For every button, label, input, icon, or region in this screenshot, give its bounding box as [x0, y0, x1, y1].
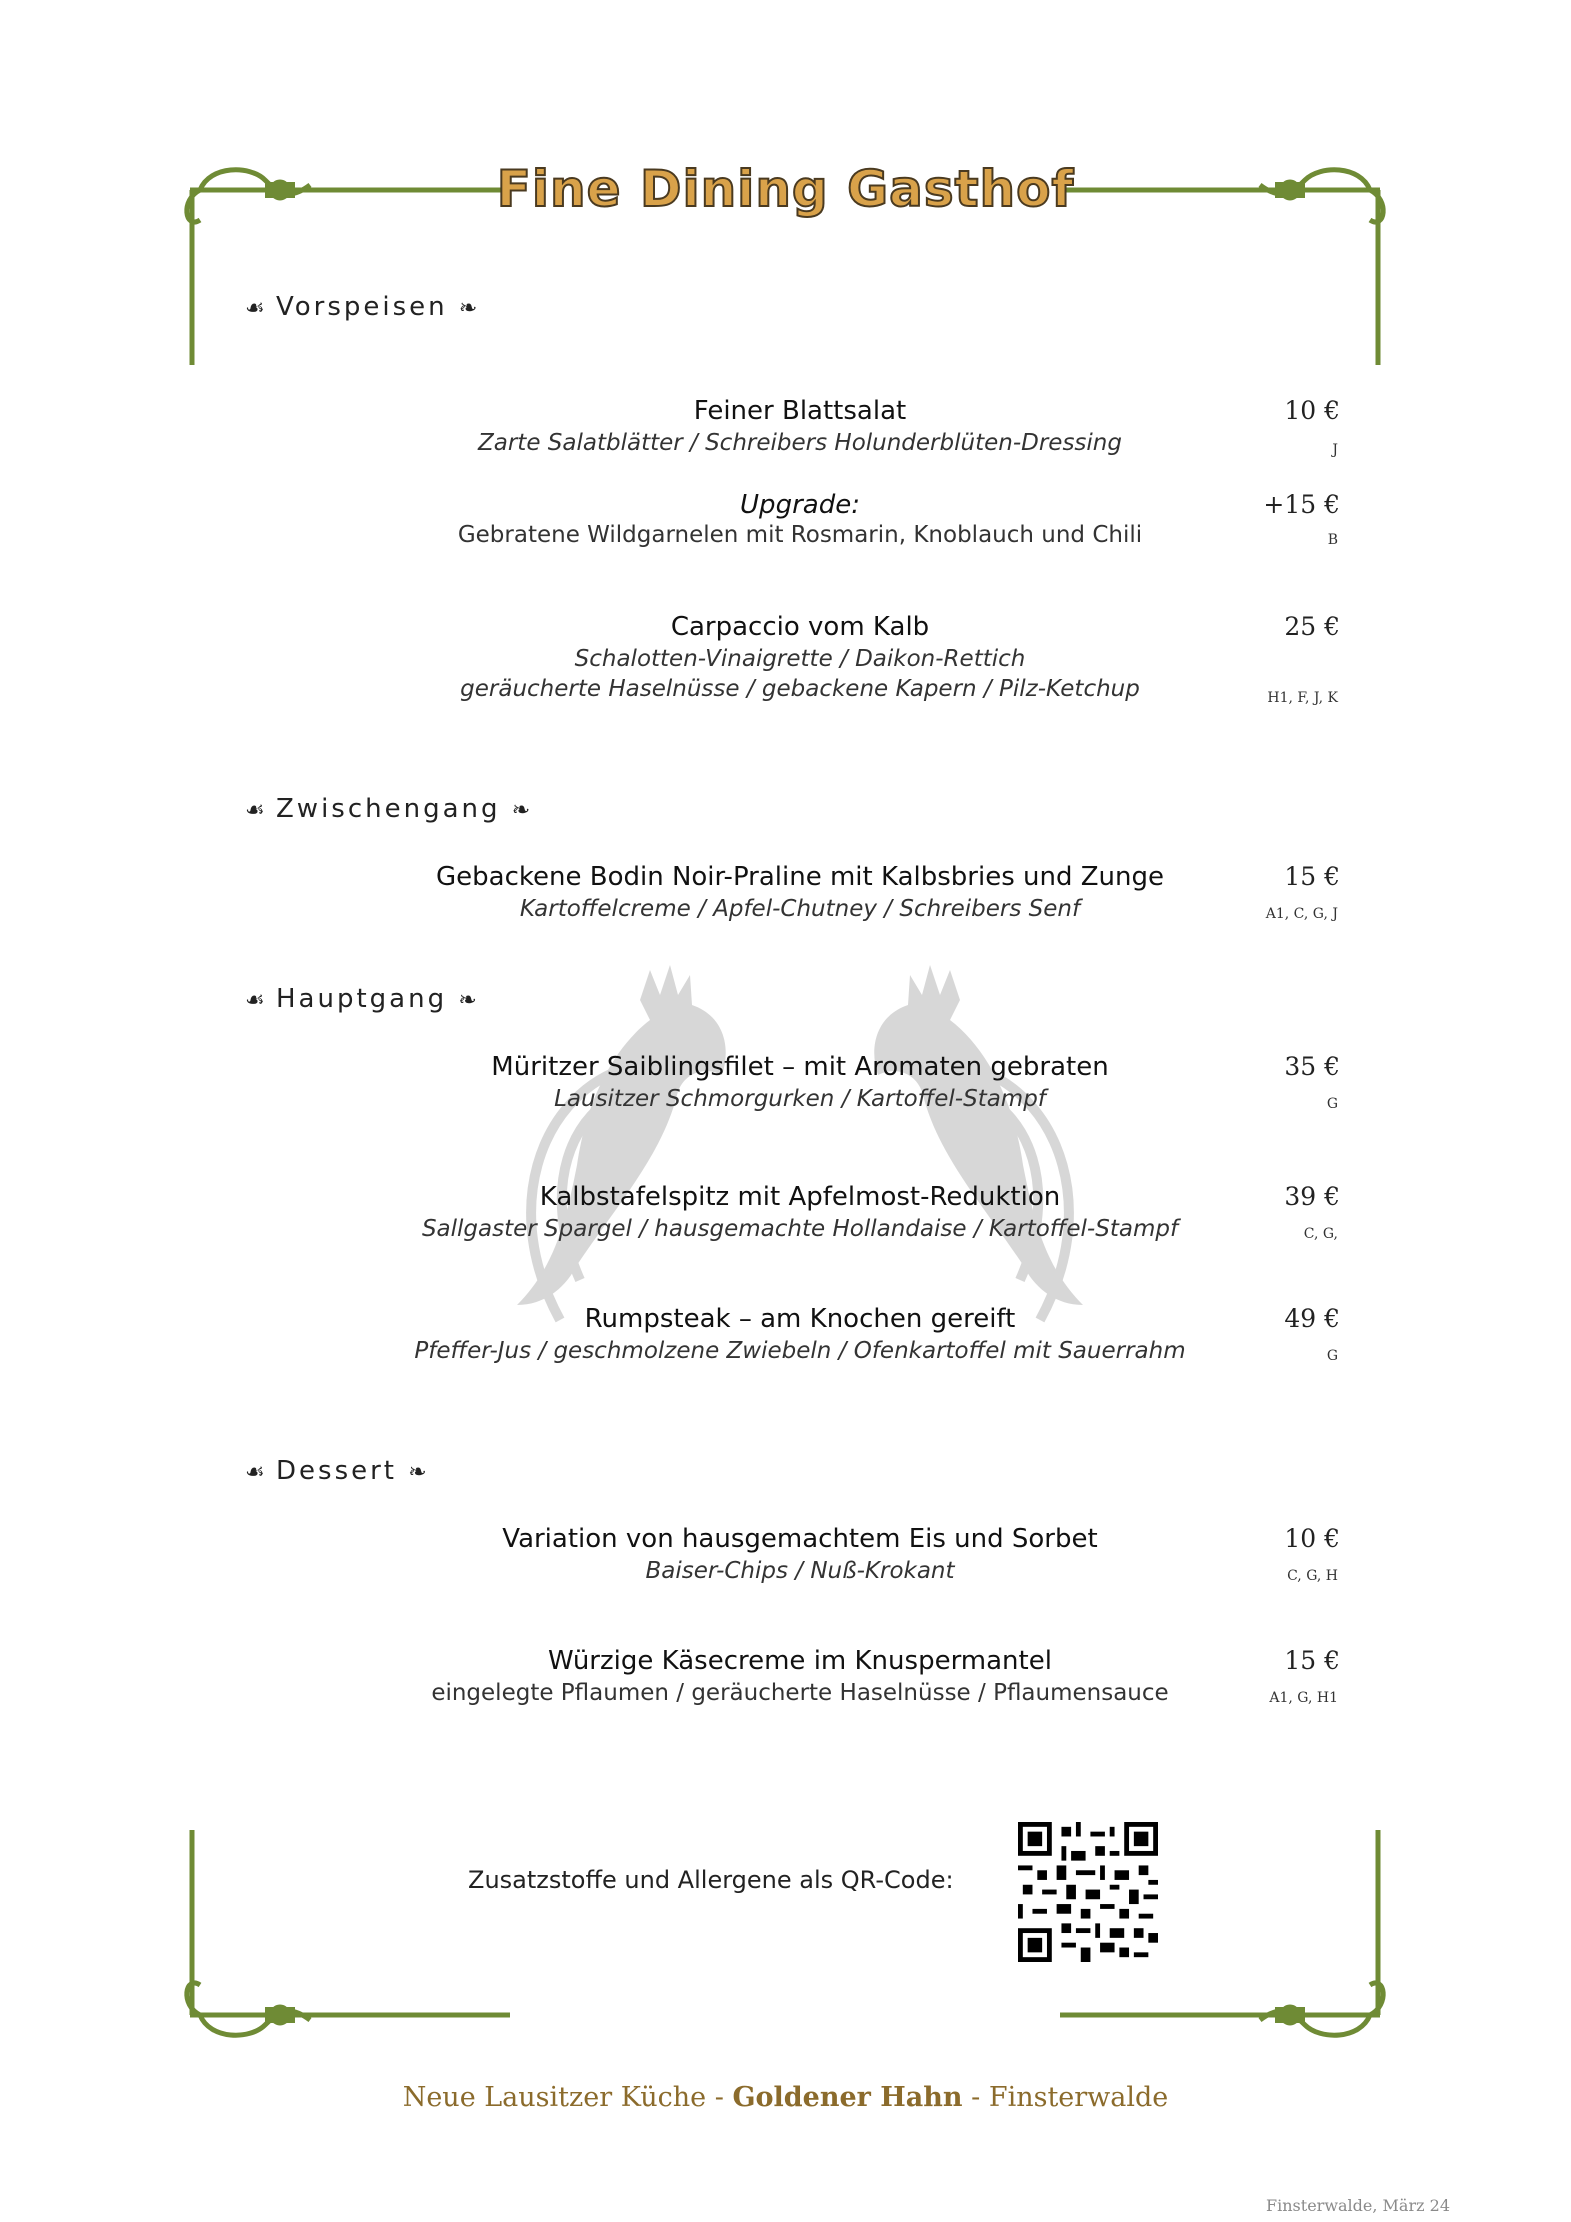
- item-allergens: A1, G, H1: [1269, 1690, 1338, 1706]
- flourish-left-icon: ☙: [245, 798, 265, 823]
- flourish-left-icon: ☙: [245, 296, 265, 321]
- item-desc: Zarte Salatblätter / Schreibers Holunderblüten-Dressing: [478, 430, 1122, 456]
- item-desc: eingelegte Pflaumen / geräucherte Haselnüsse / Pflaumensauce: [431, 1680, 1169, 1706]
- item-price: 35 €: [1284, 1052, 1340, 1081]
- item-desc: Sallgaster Spargel / hausgemachte Hollandaise / Kartoffel-Stampf: [421, 1216, 1179, 1242]
- flourish-right-icon: ❧: [458, 296, 478, 321]
- section-label: Hauptgang: [276, 984, 448, 1014]
- section-heading-vorspeisen: [245, 292, 477, 322]
- flourish-right-icon: ❧: [408, 1460, 427, 1485]
- footer-part3: - Finsterwalde: [962, 2082, 1169, 2113]
- item-allergens: H1, F, J, K: [1267, 690, 1338, 706]
- item-desc: geräucherte Haselnüsse / gebackene Kapern / Pilz-Ketchup: [460, 676, 1140, 702]
- item-price: 39 €: [1284, 1182, 1340, 1211]
- item-price: 10 €: [1284, 396, 1340, 425]
- section-heading-zwischengang: [245, 794, 530, 824]
- item-price: 15 €: [1284, 862, 1340, 891]
- item-name: Rumpsteak – am Knochen gereift: [584, 1304, 1016, 1334]
- item-desc: Baiser-Chips / Nuß-Krokant: [645, 1558, 955, 1584]
- ornament-bottom-left-icon: [170, 1820, 520, 2040]
- item-name: Carpaccio vom Kalb: [670, 612, 930, 642]
- item-desc: Kartoffelcreme / Apfel-Chutney / Schreibers Senf: [519, 896, 1081, 922]
- item-allergens: G: [1326, 1348, 1338, 1364]
- item-desc: Schalotten-Vinaigrette / Daikon-Rettich: [574, 646, 1026, 672]
- item-name: Würzige Käsecreme im Knuspermantel: [548, 1646, 1052, 1676]
- item-allergens: J: [1332, 442, 1338, 458]
- item-price: +15 €: [1263, 490, 1340, 519]
- item-desc: Lausitzer Schmorgurken / Kartoffel-Stampf: [554, 1086, 1046, 1112]
- item-allergens: G: [1326, 1096, 1338, 1112]
- item-name: Müritzer Saiblingsfilet – mit Aromaten gebraten: [491, 1052, 1109, 1082]
- qr-code-icon[interactable]: [1018, 1822, 1158, 1962]
- page-title: Fine Dining Gasthof: [496, 160, 1075, 218]
- item-allergens: C, G,: [1303, 1226, 1338, 1242]
- item-desc: Pfeffer-Jus / geschmolzene Zwiebeln / Ofenkartoffel mit Sauerrahm: [414, 1338, 1186, 1364]
- section-label: Zwischengang: [276, 794, 501, 824]
- footer-part1: Neue Lausitzer Küche -: [402, 2082, 733, 2113]
- item-price: 10 €: [1284, 1524, 1340, 1553]
- item-price: 25 €: [1284, 612, 1340, 641]
- section-heading-hauptgang: [245, 984, 477, 1014]
- item-name: Variation von hausgemachtem Eis und Sorbet: [502, 1524, 1098, 1554]
- qr-label: Zusatzstoffe und Allergene als QR-Code:: [468, 1866, 954, 1894]
- flourish-left-icon: ☙: [245, 1460, 265, 1485]
- section-label: Dessert: [276, 1456, 397, 1486]
- date-stamp: Finsterwalde, März 24: [1266, 2196, 1450, 2215]
- item-price: 49 €: [1284, 1304, 1340, 1333]
- rooster-watermark-icon: [480, 940, 1120, 1360]
- flourish-right-icon: ❧: [511, 798, 531, 823]
- footer-restaurant-name: Goldener Hahn: [732, 2082, 963, 2113]
- item-allergens: C, G, H: [1287, 1568, 1338, 1584]
- item-name: Gebackene Bodin Noir-Praline mit Kalbsbries und Zunge: [436, 862, 1164, 892]
- item-price: 15 €: [1284, 1646, 1340, 1675]
- item-name: Feiner Blattsalat: [693, 396, 907, 426]
- flourish-left-icon: ☙: [245, 988, 265, 1013]
- item-name: Kalbstafelspitz mit Apfelmost-Reduktion: [539, 1182, 1061, 1212]
- item-allergens: A1, C, G, J: [1265, 906, 1338, 922]
- item-desc: Gebratene Wildgarnelen mit Rosmarin, Knoblauch und Chili: [457, 522, 1143, 548]
- item-name: Upgrade:: [740, 490, 860, 520]
- footer-tagline: [0, 2082, 1571, 2113]
- section-label: Vorspeisen: [276, 292, 448, 322]
- section-heading-dessert: [245, 1456, 427, 1486]
- flourish-right-icon: ❧: [458, 988, 477, 1013]
- item-allergens: B: [1327, 532, 1338, 548]
